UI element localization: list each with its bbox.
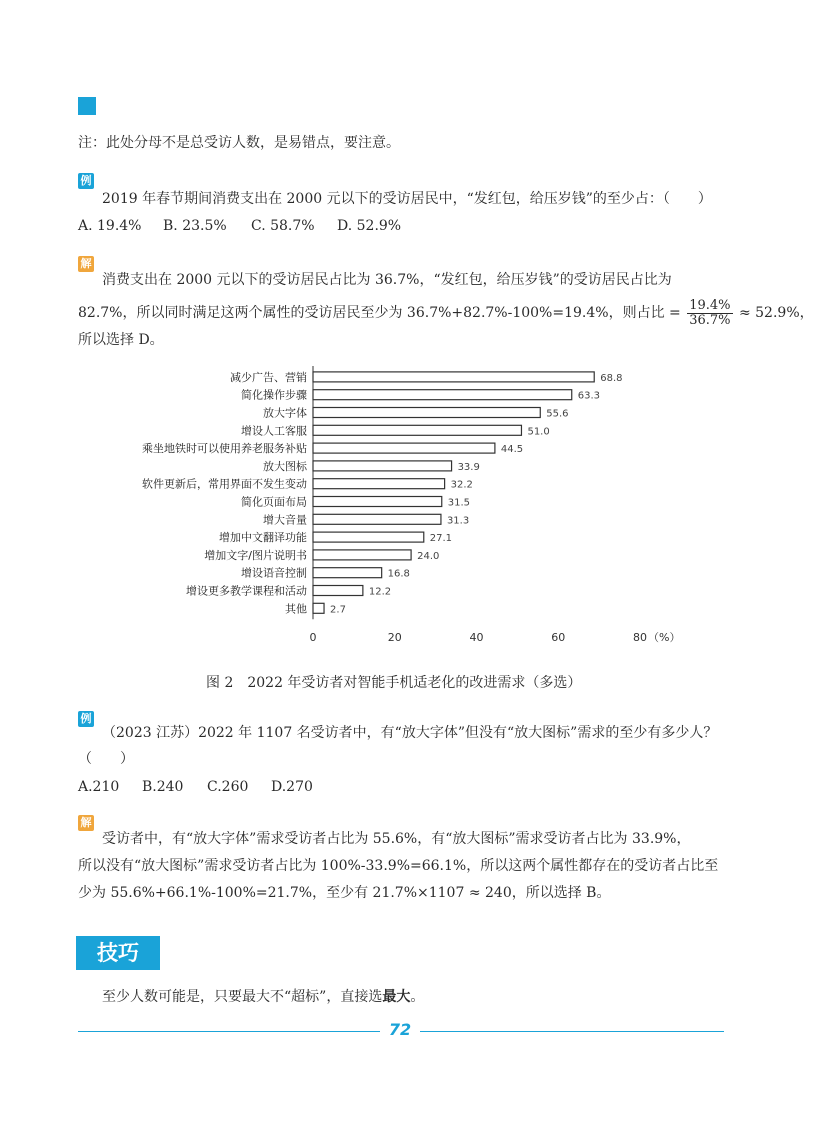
option-c: C. 58.7% [251,218,315,234]
bar [313,390,572,400]
solution1-line1: 消费支出在 2000 元以下的受访居民占比为 36.7%，“发红包，给压岁钱”的受访居民占比为 [102,272,672,288]
tip-text [102,987,424,1007]
category-label: 增加中文翻译功能 [219,531,307,545]
bar [313,372,594,382]
bar-chart [142,360,690,660]
value-label: 32.2 [450,479,473,491]
option-a: A.210 [78,779,120,795]
solution-badge: 解 [78,815,94,831]
option-d: D.270 [271,779,313,795]
category-label: 放大字体 [263,406,307,420]
category-label: 简化操作步骤 [241,388,307,402]
bar [313,408,540,418]
bar [313,497,442,507]
value-label: 51.0 [527,426,550,438]
bar [313,425,521,435]
x-tick-label: 40 [469,631,484,645]
solution2-line1: 受访者中，有“放大字体”需求受访者占比为 55.6%，有“放大图标”需求受访者占比为 33.9%， [102,831,691,847]
value-label: 2.7 [330,604,346,616]
solution1-line2-suffix: ≈ 52.9%， [738,305,814,321]
category-label: 简化页面布局 [241,495,307,509]
note-text: 注：此处分母不是总受访人数，是易错点，要注意。 [78,135,400,151]
solution2-line3: 少为 55.6%+66.1%-100%=21.7%，至少有 21.7%×1107 ≈ 240，所以选择 B。 [78,885,611,901]
page-number: 72 [388,1020,412,1039]
x-tick-label: 20 [387,631,402,645]
bar [313,514,441,524]
category-label: 增加文字/图片说明书 [204,548,307,562]
value-label: 31.5 [447,497,471,509]
section-marker-square [78,97,96,115]
option-b: B.240 [142,779,184,795]
category-label: 增设人工客服 [241,424,307,438]
solution-badge: 解 [78,256,94,272]
footer-line-right [420,1031,724,1032]
option-d: D. 52.9% [337,218,402,234]
bar [313,568,382,578]
tip-text-prefix: 至少人数可能是，只要最大不“超标”，直接选 [102,989,383,1005]
category-label: 其他 [285,602,307,616]
category-label: 增大音量 [263,513,307,527]
option-b: B. 23.5% [163,218,227,234]
value-label: 44.5 [500,444,524,456]
value-label: 68.8 [600,372,623,384]
value-label: 55.6 [546,408,569,420]
x-tick-label: 60 [551,631,566,645]
category-label: 乘坐地铁时可以使用养老服务补贴 [142,442,307,456]
example2-question: （2023 江苏）2022 年 1107 名受访者中，有“放大字体”但没有“放大图标”需求的至少有多少人？ [102,725,718,741]
bar [313,603,324,613]
solution1-line2-prefix: 82.7%，所以同时满足这两个属性的受访居民至少为 36.7%+82.7%-100%=19.4%，则占比 = [78,305,681,321]
bar [313,550,411,560]
value-label: 31.3 [446,515,470,527]
value-label: 12.2 [368,586,392,598]
example-badge: 例 [78,711,94,727]
value-label: 27.1 [429,533,453,545]
fraction-numerator: 19.4% [689,297,731,313]
category-label: 增设更多教学课程和活动 [186,584,307,598]
category-label: 放大图标 [263,459,307,473]
tip-text-suffix: 。 [410,989,425,1005]
value-label: 63.3 [577,390,601,402]
footer-line-left [78,1031,380,1032]
value-label: 24.0 [417,550,440,562]
bar [313,479,445,489]
bar [313,532,424,542]
example-badge: 例 [78,173,94,189]
solution1-line3: 所以选择 D。 [78,332,164,348]
fraction-denominator: 36.7% [689,312,731,328]
value-label: 33.9 [457,461,480,473]
category-label: 减少广告、营销 [230,370,307,384]
x-tick-label: 0 [309,631,317,645]
tip-text-bold: 最大 [382,989,411,1005]
figure-caption: 图 2 2022 年受访者对智能手机适老化的改进需求（多选） [206,675,582,691]
option-a: A. 19.4% [78,218,142,234]
bar [313,461,452,471]
example1-question: 2019 年春节期间消费支出在 2000 元以下的受访居民中，“发红包，给压岁钱”的至少占：（ ） [102,191,712,207]
category-label: 软件更新后，常用界面不发生变动 [142,477,307,491]
bar [313,443,495,453]
value-label: 16.8 [387,568,410,580]
x-unit-label: （%） [648,631,681,645]
category-label: 增设语音控制 [241,566,307,580]
tip-heading: 技巧 [76,936,160,970]
solution2-line2: 所以没有“放大图标”需求受访者占比为 100%-33.9%=66.1%，所以这两个属性都存在的受访者占比至 [78,858,719,874]
solution1-line2 [78,297,814,329]
x-tick-label: 80 [633,631,647,645]
fraction [687,299,732,328]
example2-answer-paren: （ ） [78,751,134,767]
option-c: C.260 [207,779,249,795]
bar [313,586,363,596]
